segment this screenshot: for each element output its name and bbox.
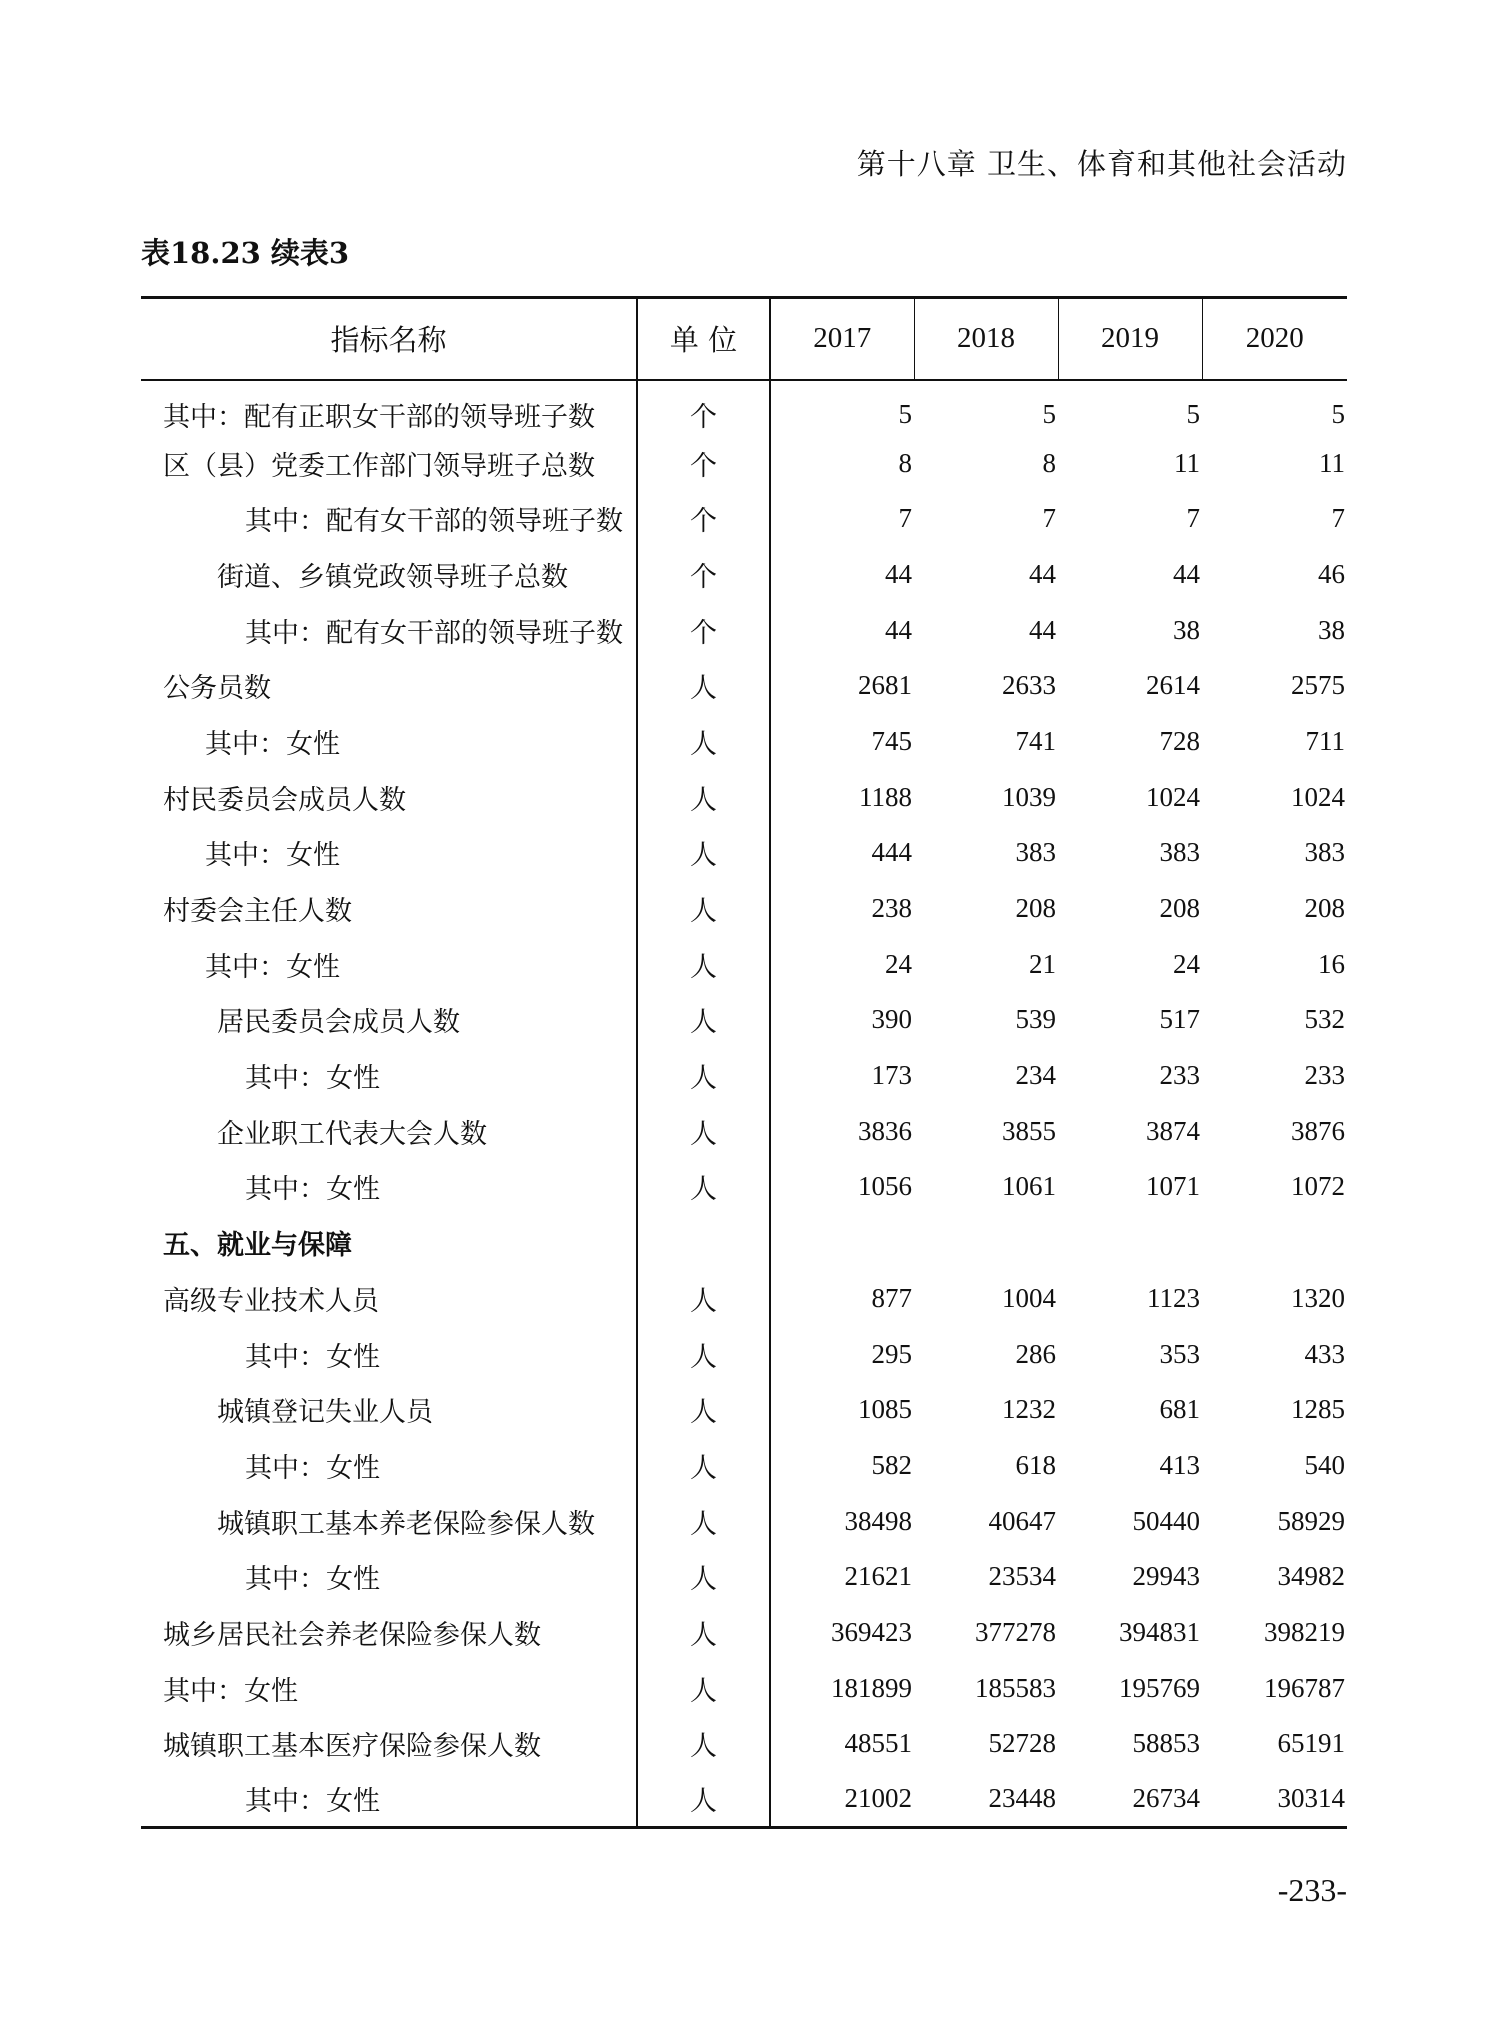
cell-value: 8 xyxy=(770,435,914,491)
cell-value: 3855 xyxy=(1002,1115,1056,1146)
cell-value: 7 xyxy=(1331,503,1345,534)
cell-value: 517 xyxy=(1159,1004,1200,1035)
cell-value: 377278 xyxy=(975,1616,1056,1647)
cell-value: 444 xyxy=(770,825,914,881)
row-unit: 人 xyxy=(637,769,770,825)
row-unit: 人 xyxy=(637,1493,770,1549)
cell-value: 173 xyxy=(770,1048,914,1104)
cell-value: 208 xyxy=(1304,893,1345,924)
table-row xyxy=(141,1048,1347,1104)
table-row xyxy=(141,714,1347,770)
cell-value: 877 xyxy=(770,1271,914,1327)
row-name: 区（县）党委工作部门领导班子总数 xyxy=(163,450,595,482)
table-row xyxy=(141,491,1347,547)
row-name: 企业职工代表大会人数 xyxy=(217,1118,487,1150)
row-name: 其中：女性 xyxy=(205,728,340,760)
cell-value: 369423 xyxy=(770,1605,914,1661)
cell-value xyxy=(914,1215,1058,1271)
column-header-year: 2020 xyxy=(1202,298,1347,380)
cell-value: 1085 xyxy=(770,1382,914,1438)
cell-value: 181899 xyxy=(770,1660,914,1716)
cell-value: 3836 xyxy=(770,1103,914,1159)
cell-value: 234 xyxy=(1015,1060,1056,1091)
column-header-year: 2019 xyxy=(1058,298,1202,380)
cell-value: 233 xyxy=(1159,1060,1200,1091)
row-name: 其中：女性 xyxy=(163,1675,298,1707)
table-row xyxy=(141,992,1347,1048)
table-row xyxy=(141,602,1347,658)
table-row xyxy=(141,825,1347,881)
row-unit: 个 xyxy=(637,380,770,436)
cell-value: 38 xyxy=(1318,614,1345,645)
table-row xyxy=(141,881,1347,937)
column-header-year: 2018 xyxy=(914,298,1058,380)
table-row xyxy=(141,380,1347,436)
cell-value: 353 xyxy=(1159,1338,1200,1369)
table-row xyxy=(141,1549,1347,1605)
table-row xyxy=(141,1438,1347,1494)
cell-value: 21 xyxy=(1029,948,1056,979)
table-row xyxy=(141,435,1347,491)
row-unit: 个 xyxy=(637,547,770,603)
table-row xyxy=(141,547,1347,603)
row-name: 城镇登记失业人员 xyxy=(217,1397,433,1429)
row-unit: 人 xyxy=(637,1159,770,1215)
table-row xyxy=(141,769,1347,825)
cell-value: 398219 xyxy=(1264,1616,1345,1647)
cell-value: 582 xyxy=(770,1438,914,1494)
cell-value: 40647 xyxy=(988,1505,1056,1536)
statistics-table-container xyxy=(141,296,1347,1829)
cell-value: 539 xyxy=(1015,1004,1056,1035)
table-row xyxy=(141,1605,1347,1661)
table-row xyxy=(141,658,1347,714)
row-unit: 人 xyxy=(637,1605,770,1661)
cell-value: 1188 xyxy=(770,769,914,825)
cell-value: 394831 xyxy=(1119,1616,1200,1647)
cell-value: 1056 xyxy=(770,1159,914,1215)
row-name: 其中：女性 xyxy=(141,1772,637,1828)
cell-value: 3874 xyxy=(1146,1115,1200,1146)
cell-value: 5 xyxy=(1042,398,1056,429)
cell-value: 24 xyxy=(770,936,914,992)
cell-value: 50440 xyxy=(1132,1505,1200,1536)
row-name: 村委会主任人数 xyxy=(163,896,352,928)
cell-value: 8 xyxy=(1042,447,1056,478)
table-row xyxy=(141,1716,1347,1772)
row-name: 街道、乡镇党政领导班子总数 xyxy=(217,561,568,593)
cell-value: 7 xyxy=(1042,503,1056,534)
table-header-row xyxy=(141,298,1347,380)
cell-value: 44 xyxy=(770,602,914,658)
row-name: 城镇职工基本医疗保险参保人数 xyxy=(163,1731,541,1763)
cell-value: 711 xyxy=(1305,725,1345,756)
cell-value: 52728 xyxy=(988,1728,1056,1759)
cell-value: 383 xyxy=(1159,837,1200,868)
cell-value: 5 xyxy=(1186,398,1200,429)
row-unit: 人 xyxy=(637,1382,770,1438)
cell-value: 48551 xyxy=(770,1716,914,1772)
cell-value: 11 xyxy=(1319,447,1345,478)
cell-value: 1232 xyxy=(1002,1394,1056,1425)
row-unit: 人 xyxy=(637,1048,770,1104)
cell-value: 65191 xyxy=(1277,1728,1345,1759)
cell-value: 618 xyxy=(1015,1449,1056,1480)
cell-value: 540 xyxy=(1304,1449,1345,1480)
cell-value: 21621 xyxy=(770,1549,914,1605)
cell-value: 30314 xyxy=(1202,1772,1347,1828)
cell-value: 2633 xyxy=(1002,670,1056,701)
cell-value: 1320 xyxy=(1291,1282,1345,1313)
cell-value: 11 xyxy=(1174,447,1200,478)
cell-value: 46 xyxy=(1318,558,1345,589)
cell-value: 413 xyxy=(1159,1449,1200,1480)
row-name: 其中：女性 xyxy=(245,1564,380,1596)
table-title: 表18.23 续表3 xyxy=(141,236,350,270)
cell-value: 16 xyxy=(1318,948,1345,979)
chapter-header: 第十八章 卫生、体育和其他社会活动 xyxy=(856,147,1347,181)
cell-value: 208 xyxy=(1015,893,1056,924)
cell-value: 5 xyxy=(1331,398,1345,429)
cell-value: 195769 xyxy=(1119,1672,1200,1703)
cell-value: 44 xyxy=(1173,558,1200,589)
row-name: 城镇职工基本养老保险参保人数 xyxy=(217,1508,595,1540)
row-name: 其中：女性 xyxy=(205,951,340,983)
row-name: 其中：女性 xyxy=(245,1341,380,1373)
row-name: 其中：女性 xyxy=(245,1174,380,1206)
row-name: 其中：女性 xyxy=(245,1063,380,1095)
cell-value: 532 xyxy=(1304,1004,1345,1035)
row-unit: 人 xyxy=(637,1772,770,1828)
cell-value: 58929 xyxy=(1277,1505,1345,1536)
cell-value: 7 xyxy=(770,491,914,547)
cell-value: 1285 xyxy=(1291,1394,1345,1425)
cell-value: 1071 xyxy=(1146,1171,1200,1202)
column-header-name: 指标名称 xyxy=(141,298,637,380)
cell-value: 2575 xyxy=(1291,670,1345,701)
row-name: 居民委员会成员人数 xyxy=(217,1007,460,1039)
cell-value: 681 xyxy=(1159,1394,1200,1425)
cell-value: 433 xyxy=(1304,1338,1345,1369)
row-name: 五、就业与保障 xyxy=(163,1230,352,1262)
cell-value: 23534 xyxy=(988,1561,1056,1592)
page-number: -233- xyxy=(1277,1872,1347,1908)
cell-value: 741 xyxy=(1015,725,1056,756)
row-unit: 人 xyxy=(637,1326,770,1382)
cell-value: 238 xyxy=(770,881,914,937)
cell-value: 3876 xyxy=(1291,1115,1345,1146)
cell-value xyxy=(1202,1215,1347,1271)
column-header-unit: 单 位 xyxy=(637,298,770,380)
cell-value: 286 xyxy=(1015,1338,1056,1369)
row-unit: 人 xyxy=(637,1438,770,1494)
cell-value: 7 xyxy=(1186,503,1200,534)
cell-value: 196787 xyxy=(1264,1672,1345,1703)
cell-value: 24 xyxy=(1173,948,1200,979)
table-row xyxy=(141,1660,1347,1716)
row-unit: 个 xyxy=(637,435,770,491)
cell-value: 44 xyxy=(1029,558,1056,589)
cell-value: 1004 xyxy=(1002,1282,1056,1313)
table-row xyxy=(141,1215,1347,1271)
row-unit: 人 xyxy=(637,1103,770,1159)
table-row xyxy=(141,1159,1347,1215)
row-name: 其中：配有正职女干部的领导班子数 xyxy=(163,401,595,433)
table-row xyxy=(141,1772,1347,1828)
row-unit: 人 xyxy=(637,936,770,992)
row-unit: 人 xyxy=(637,1660,770,1716)
row-unit: 人 xyxy=(637,1716,770,1772)
row-unit: 个 xyxy=(637,602,770,658)
row-name: 高级专业技术人员 xyxy=(163,1285,379,1317)
cell-value: 1024 xyxy=(1291,781,1345,812)
table-body xyxy=(141,380,1347,1828)
cell-value: 5 xyxy=(770,380,914,436)
cell-value: 1024 xyxy=(1146,781,1200,812)
cell-value: 1072 xyxy=(1291,1171,1345,1202)
cell-value: 38498 xyxy=(770,1493,914,1549)
row-unit: 人 xyxy=(637,881,770,937)
cell-value: 29943 xyxy=(1132,1561,1200,1592)
row-unit: 人 xyxy=(637,1271,770,1327)
row-name: 其中：配有女干部的领导班子数 xyxy=(245,617,623,649)
row-name: 其中：女性 xyxy=(205,840,340,872)
cell-value: 2614 xyxy=(1146,670,1200,701)
cell-value: 38 xyxy=(1173,614,1200,645)
cell-value: 295 xyxy=(770,1326,914,1382)
cell-value: 1123 xyxy=(1147,1282,1200,1313)
cell-value: 26734 xyxy=(1058,1772,1202,1828)
row-unit xyxy=(637,1215,770,1271)
cell-value: 728 xyxy=(1159,725,1200,756)
cell-value: 208 xyxy=(1159,893,1200,924)
cell-value: 21002 xyxy=(770,1772,914,1828)
cell-value: 1061 xyxy=(1002,1171,1056,1202)
row-name: 公务员数 xyxy=(163,673,271,705)
row-unit: 人 xyxy=(637,1549,770,1605)
row-unit: 个 xyxy=(637,491,770,547)
cell-value: 745 xyxy=(770,714,914,770)
cell-value: 390 xyxy=(770,992,914,1048)
cell-value: 34982 xyxy=(1277,1561,1345,1592)
row-name: 城乡居民社会养老保险参保人数 xyxy=(163,1619,541,1651)
cell-value: 383 xyxy=(1304,837,1345,868)
cell-value: 58853 xyxy=(1132,1728,1200,1759)
cell-value: 44 xyxy=(770,547,914,603)
table-row xyxy=(141,936,1347,992)
table-row xyxy=(141,1382,1347,1438)
table-row xyxy=(141,1271,1347,1327)
statistics-table xyxy=(141,296,1347,1829)
cell-value: 185583 xyxy=(975,1672,1056,1703)
row-name: 其中：女性 xyxy=(245,1452,380,1484)
row-unit: 人 xyxy=(637,992,770,1048)
table-row xyxy=(141,1493,1347,1549)
row-unit: 人 xyxy=(637,825,770,881)
cell-value: 2681 xyxy=(770,658,914,714)
cell-value: 1039 xyxy=(1002,781,1056,812)
row-unit: 人 xyxy=(637,658,770,714)
cell-value: 383 xyxy=(1015,837,1056,868)
cell-value: 44 xyxy=(1029,614,1056,645)
table-row xyxy=(141,1326,1347,1382)
column-header-year: 2017 xyxy=(770,298,914,380)
cell-value: 233 xyxy=(1304,1060,1345,1091)
table-row xyxy=(141,1103,1347,1159)
cell-value xyxy=(1058,1215,1202,1271)
row-unit: 人 xyxy=(637,714,770,770)
row-name: 其中：配有女干部的领导班子数 xyxy=(245,506,623,538)
cell-value xyxy=(770,1215,914,1271)
cell-value: 23448 xyxy=(914,1772,1058,1828)
row-name: 村民委员会成员人数 xyxy=(163,784,406,816)
